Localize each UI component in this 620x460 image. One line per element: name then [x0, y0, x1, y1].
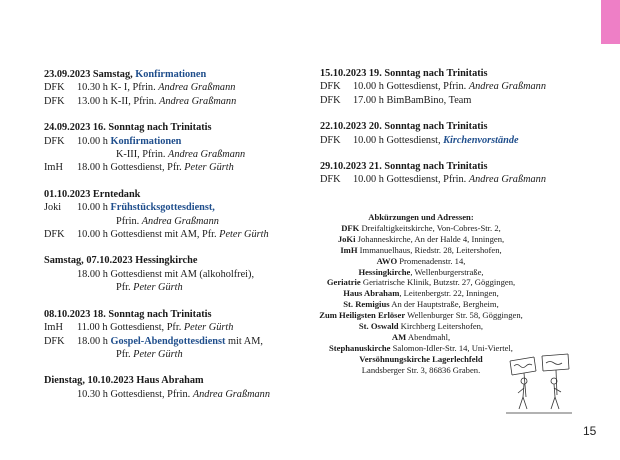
entry-2023-10-29	[320, 160, 590, 187]
abbr-line: AWO Promenadenstr. 14,	[376, 255, 466, 266]
abbreviations-title: Abkürzungen und Adressen:	[368, 212, 474, 222]
service-line: DFK 10.00 h Gottesdienst, Kirchenvorstände	[320, 134, 519, 146]
service-line: DFK 13.00 h K-II, Pfrin. Andrea Graßmann	[44, 95, 237, 107]
service-line: DFK 10.00 h Gottesdienst, Pfrin. Andrea Graßmann	[320, 81, 546, 93]
section-tab	[601, 0, 620, 44]
abbr-line: Versöhnungskirche Lagerlechfeld	[359, 353, 483, 364]
entry-2023-10-07	[44, 254, 306, 294]
abbr-line: Landsberger Str. 3, 86836 Graben.	[361, 364, 481, 375]
abbr-line: DFK Dreifaltigkeitskirche, Von-Cobres-Str. 2,	[341, 222, 501, 233]
entry-2023-10-15	[320, 67, 590, 107]
service-line: DFK 10.00 h Gottesdienst mit AM, Pfr. Peter Gürth	[44, 229, 269, 241]
entry-heading: 15.10.2023 19. Sonntag nach Trinitatis	[320, 68, 488, 79]
service-line-continuation: Pfrin. Andrea Graßmann	[116, 215, 219, 227]
abbr-line: ImH Immanuelhaus, Riedstr. 28, Leitershofen,	[340, 244, 502, 255]
service-line: 18.00 h Gottesdienst mit AM (alkoholfrei),	[77, 268, 255, 280]
entry-heading: 22.10.2023 20. Sonntag nach Trinitatis	[320, 121, 488, 133]
left-column	[44, 68, 306, 414]
abbr-line: Zum Heiligsten Erlöser Wellenburger Str. 58, Göggingen,	[319, 310, 523, 321]
service-line: ImH 18.00 h Gottesdienst, Pfr. Peter Gürth	[44, 162, 234, 174]
page-number: 15	[583, 424, 597, 438]
abbr-line: Haus Abraham, Leitenbergstr. 22, Inningen,	[343, 288, 499, 299]
entry-heading: 23.09.2023 Samstag, Konfirmationen	[44, 69, 207, 80]
entry-heading: 08.10.2023 18. Sonntag nach Trinitatis	[44, 308, 212, 320]
entry-heading: 24.09.2023 16. Sonntag nach Trinitatis	[44, 122, 212, 134]
entry-2023-10-08	[44, 308, 306, 362]
abbr-line: St. Oswald Kirchberg Leitershofen,	[358, 321, 484, 332]
entry-2023-09-23	[44, 68, 306, 108]
service-line: DFK 18.00 h Gospel-Abendgottesdienst mit AM,	[44, 335, 263, 347]
service-line-continuation: K-III, Pfrin. Andrea Graßmann	[116, 149, 246, 161]
entry-heading: Samstag, 07.10.2023 Hessingkirche	[44, 255, 198, 267]
entry-2023-10-01	[44, 188, 306, 242]
service-line-continuation: Pfr. Peter Gürth	[116, 348, 183, 360]
entry-2023-09-24	[44, 121, 306, 175]
cartoon-illustration	[504, 351, 574, 426]
service-line: DFK 10.00 h Konfirmationen	[44, 135, 182, 147]
entry-heading: 01.10.2023 Erntedank	[44, 188, 141, 200]
right-column	[320, 67, 590, 200]
service-line: Joki 10.00 h Frühstücksgottesdienst,	[44, 202, 215, 214]
service-line: DFK 10.30 h K- I, Pfrin. Andrea Graßmann	[44, 82, 236, 94]
entry-2023-10-22	[320, 120, 590, 147]
abbr-line: St. Remigius An der Hauptstraße, Bergheim,	[343, 299, 499, 310]
service-line: ImH 11.00 h Gottesdienst, Pfr. Peter Gürth	[44, 322, 234, 334]
entry-heading: Dienstag, 10.10.2023 Haus Abraham	[44, 375, 204, 387]
service-line: 10.30 h Gottesdienst, Pfrin. Andrea Graßmann	[77, 388, 270, 400]
service-line-continuation: Pfr. Peter Gürth	[116, 282, 183, 294]
abbr-line: Stephanuskirche Salomon-Idler-Str. 14, Uni-Viertel,	[329, 342, 513, 353]
abbreviations-box	[308, 212, 534, 376]
abbr-line: Geriatrie Geriatrische Klinik, Butzstr. 27, Göggingen,	[326, 277, 516, 288]
abbr-line: JoKi Johanneskirche, An der Halde 4, Inningen,	[337, 233, 505, 244]
service-line: DFK 17.00 h BimBamBino, Team	[320, 94, 472, 106]
entry-heading: 29.10.2023 21. Sonntag nach Trinitatis	[320, 161, 488, 173]
entry-2023-10-10	[44, 374, 306, 401]
abbr-line: AM Abendmahl,	[391, 331, 451, 342]
service-line: DFK 10.00 h Gottesdienst, Pfrin. Andrea Graßmann	[320, 174, 546, 186]
abbr-line: Hessingkirche, Wellenburgerstraße,	[358, 266, 484, 277]
